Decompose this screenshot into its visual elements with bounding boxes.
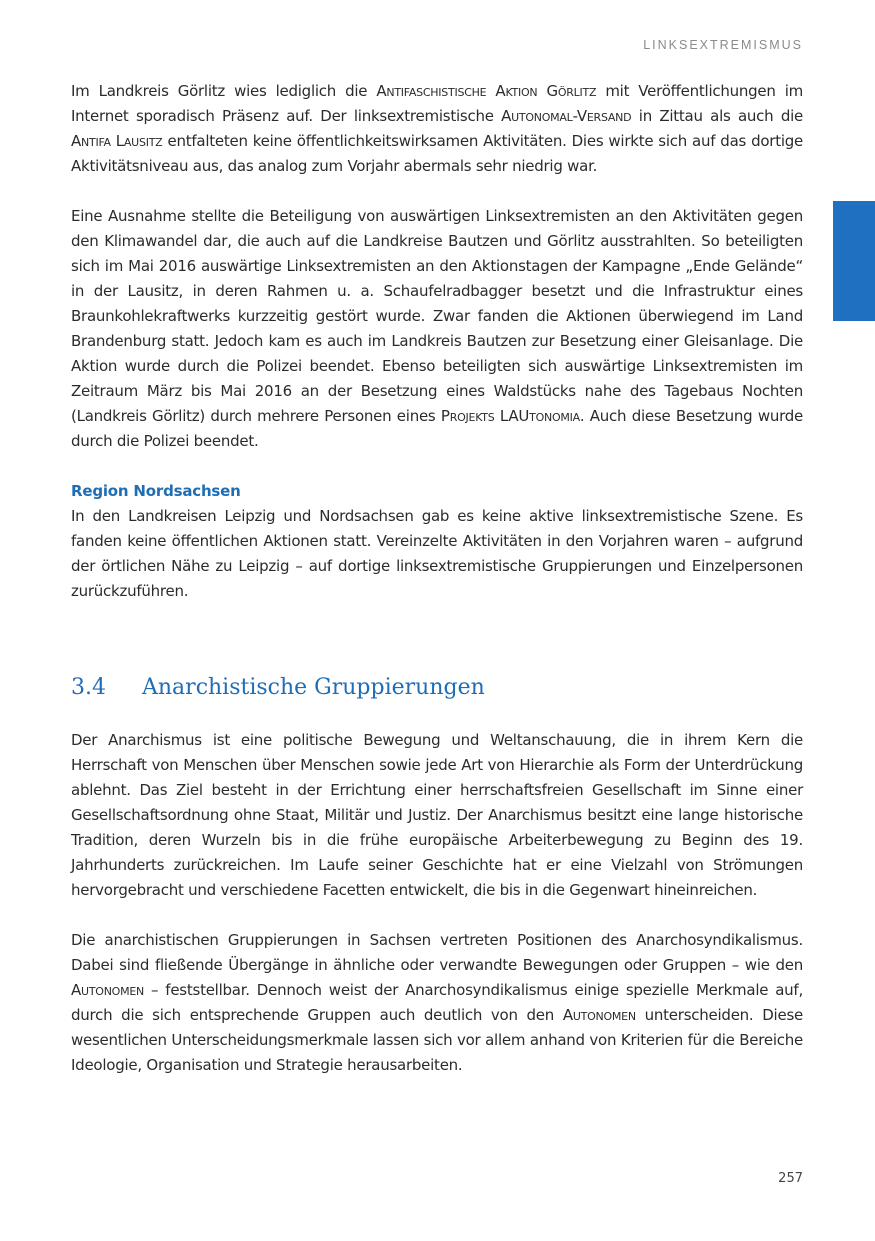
text-run: – feststellbar. Dennoch weist der Anarchosyndikalismus einige spezielle Merkmale auf, durch die sich entsprechende Gruppen auch deutlich von den bbox=[71, 981, 803, 1024]
org-name: Autonomen bbox=[71, 981, 144, 999]
org-name: Autonomal-Versand bbox=[501, 107, 632, 125]
page-number: 257 bbox=[778, 1171, 803, 1186]
org-name: Autonomen bbox=[562, 1006, 636, 1024]
region-heading: Region Nordsachsen bbox=[71, 482, 241, 500]
section-heading bbox=[71, 670, 803, 706]
paragraph-anarchosyndikalismus bbox=[71, 928, 803, 1078]
section-title: Anarchistische Gruppierungen bbox=[142, 675, 485, 700]
text-run: Eine Ausnahme stellte die Beteiligung von auswärtigen Linksextremisten an den Aktivitäten gegen den Klimawandel dar, die auch auf die Landkreise Bautzen und Görlitz ausstrahlten. So beteiligten sich im Mai 2016 auswärtige Linksextremisten an den Aktionstagen der Kampagne „Ende Gelände“ in der Lausitz, in deren Rahmen u. a. Schaufelradbagger besetzt und die Infrastruktur eines Braunkohlekraftwerks kurzzeitig gestört wurde. Zwar fanden die Aktionen überwiegend im Land Brandenburg statt. Jedoch kam es auch im Landkreis Bautzen zur Besetzung einer Gleisanlage. Die Aktion wurde durch die Polizei beendet. Ebenso beteiligten sich auswärtige Linksextremisten im Zeitraum März bis Mai 2016 an der Besetzung eines Waldstücks nahe des Tagebaus Nochten (Landkreis Görlitz) durch mehrere Personen eines bbox=[71, 207, 803, 425]
paragraph-nordsachsen: In den Landkreisen Leipzig und Nordsachsen gab es keine aktive linksextremistische Szene. Es fanden keine öffentlichen Aktionen statt. Vereinzelte Aktivitäten in den Vorjahren waren – aufgrund der örtlichen Nähe zu Leipzig – auf dortige linksextremistische Gruppierungen und Einzelpersonen zurückzuführen. bbox=[71, 507, 803, 600]
text-run: Die anarchistischen Gruppierungen in Sachsen vertreten Positionen des Anarchosyndikalismus. Dabei sind fließende Übergänge in ähnliche oder verwandte Bewegungen oder Gruppen – wie den bbox=[71, 931, 803, 974]
paragraph-goerlitz bbox=[71, 79, 803, 179]
running-head: LINKSEXTREMISMUS bbox=[643, 38, 803, 52]
text-run: entfalteten keine öffentlichkeitswirksamen Aktivitäten. Dies wirkte sich auf das dortige Aktivitätsniveau aus, das analog zum Vorjahr abermals sehr niedrig war. bbox=[71, 132, 803, 175]
text-run: unterscheiden. Diese wesentlichen Unterscheidungsmerkmale lassen sich vor allem anhand von Kriterien für die Bereiche Ideologie, Organisation und Strategie herausarbeiten. bbox=[71, 1006, 803, 1074]
text-run: in Zittau als auch die bbox=[631, 107, 803, 125]
text-run: Im Landkreis Görlitz wies lediglich die bbox=[71, 82, 377, 100]
section-number: 3.4 bbox=[71, 675, 106, 700]
text-run: . Auch diese Besetzung wurde durch die Polizei beendet. bbox=[71, 407, 803, 450]
org-name: Antifa Lausitz bbox=[71, 132, 163, 150]
paragraph-anarchismus: Der Anarchismus ist eine politische Bewegung und Weltanschauung, die in ihrem Kern die Herrschaft von Menschen über Menschen sowie jede Art von Hierarchie als Form der Unterdrückung ablehnt. Das Ziel besteht in der Errichtung einer herrschaftsfreien Gesellschaft im Sinne einer Gesellschaftsordnung ohne Staat, Militär und Justiz. Der Anarchismus besitzt eine lange historische Tradition, deren Wurzeln bis in die frühe europäische Arbeiterbewegung zu Beginn des 19. Jahrhunderts zurückreichen. Im Laufe seiner Geschichte hat er eine Vielzahl von Strömungen hervorgebracht und verschiedene Facetten entwickelt, die bis in die Gegenwart hineinreichen. bbox=[71, 731, 803, 899]
paragraph-klimawandel bbox=[71, 204, 803, 454]
org-name: Projekts LAUtonomia bbox=[440, 407, 580, 425]
org-name: Antifaschistische Aktion Görlitz bbox=[376, 82, 597, 100]
text-run: mit Veröffentlichungen im Internet sporadisch Präsenz auf. Der linksextremistische bbox=[71, 82, 803, 125]
page-body bbox=[71, 79, 803, 1078]
chapter-tab bbox=[833, 201, 875, 321]
